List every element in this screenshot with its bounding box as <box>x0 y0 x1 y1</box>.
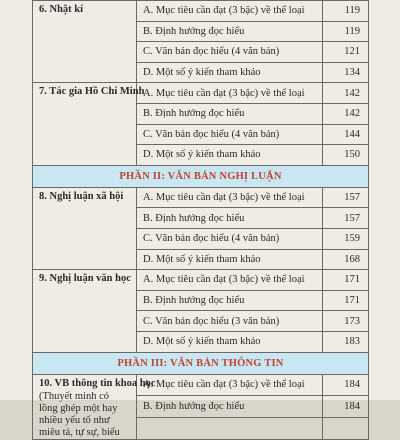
topic-title: 8. Nghị luận xã hội <box>39 190 124 202</box>
entry-page-number: 144 <box>323 124 369 145</box>
topic-title: 10. VB thông tin khoa học <box>39 377 156 389</box>
entry-label: B. Định hướng đọc hiểu <box>137 21 323 42</box>
entry-label <box>137 417 323 439</box>
entry-label: C. Văn bản đọc hiểu (4 văn bản) <box>137 124 323 145</box>
toc-row <box>33 187 369 208</box>
entry-label: D. Một số ý kiến tham khảo <box>137 249 323 270</box>
entry-page-number: 119 <box>323 1 369 22</box>
topic-cell <box>33 83 145 165</box>
entry-label: A. Mục tiêu cần đạt (3 bậc) về thể loại <box>137 83 323 104</box>
topic-note: (Thuyết minh có lồng ghép một hay nhiều yếu tố như miêu tả, tự sự, biểu <box>39 390 120 438</box>
section-heading-row <box>33 165 369 187</box>
entry-label: C. Văn bản đọc hiểu (4 văn bản) <box>137 228 323 249</box>
entry-label: A. Mục tiêu cần đạt (3 bậc) về thể loại <box>137 1 323 22</box>
entry-label: B. Định hướng đọc hiểu <box>137 208 323 229</box>
entry-label: B. Định hướng đọc hiểu <box>137 396 323 418</box>
section-heading: PHẦN III: VĂN BẢN THÔNG TIN <box>33 352 369 374</box>
entry-page-number: 150 <box>323 145 369 166</box>
entry-page-number: 157 <box>323 208 369 229</box>
entry-label: B. Định hướng đọc hiểu <box>137 290 323 311</box>
toc-row <box>33 374 369 396</box>
entry-page-number: 171 <box>323 270 369 291</box>
entry-page-number: 119 <box>323 21 369 42</box>
entry-page-number: 184 <box>323 396 369 418</box>
topic-title: 6. Nhật kí <box>39 4 84 15</box>
entry-page-number: 142 <box>323 83 369 104</box>
entry-label: D. Một số ý kiến tham khảo <box>137 145 323 166</box>
topic-cell <box>33 187 137 269</box>
entry-page-number: 184 <box>323 374 369 396</box>
entry-label: A. Mục tiêu cần đạt (3 bậc) về thể loại <box>137 374 323 396</box>
entry-label: D. Một số ý kiến tham khảo <box>137 331 323 352</box>
entry-label: A. Mục tiêu cần đạt (3 bậc) về thể loại <box>137 270 323 291</box>
entry-page-number: 173 <box>323 311 369 332</box>
entry-label: C. Văn bản đọc hiểu (3 văn bản) <box>137 311 323 332</box>
entry-page-number: 142 <box>323 103 369 124</box>
entry-page-number: 168 <box>323 249 369 270</box>
toc-row <box>33 83 369 104</box>
entry-page-number: 183 <box>323 331 369 352</box>
entry-label: A. Mục tiêu cần đạt (3 bậc) về thể loại <box>137 187 323 208</box>
entry-label: D. Một số ý kiến tham khảo <box>137 62 323 83</box>
entry-page-number: 134 <box>323 62 369 83</box>
table-of-contents <box>32 0 369 440</box>
entry-label: B. Định hướng đọc hiểu <box>137 103 323 124</box>
toc-row <box>33 1 369 22</box>
topic-cell <box>33 374 156 439</box>
section-heading: PHẦN II: VĂN BẢN NGHỊ LUẬN <box>33 165 369 187</box>
topic-cell <box>33 1 137 83</box>
entry-label: C. Văn bản đọc hiểu (4 văn bản) <box>137 42 323 63</box>
entry-page-number: 121 <box>323 42 369 63</box>
entry-page-number: 159 <box>323 228 369 249</box>
section-heading-row <box>33 352 369 374</box>
entry-page-number: 171 <box>323 290 369 311</box>
entry-page-number <box>323 417 369 439</box>
topic-title: 9. Nghị luận văn học <box>39 273 131 285</box>
toc-row <box>33 270 369 291</box>
topic-title: 7. Tác gia Hồ Chí Minh <box>39 86 145 98</box>
topic-cell <box>33 270 137 352</box>
entry-page-number: 157 <box>323 187 369 208</box>
